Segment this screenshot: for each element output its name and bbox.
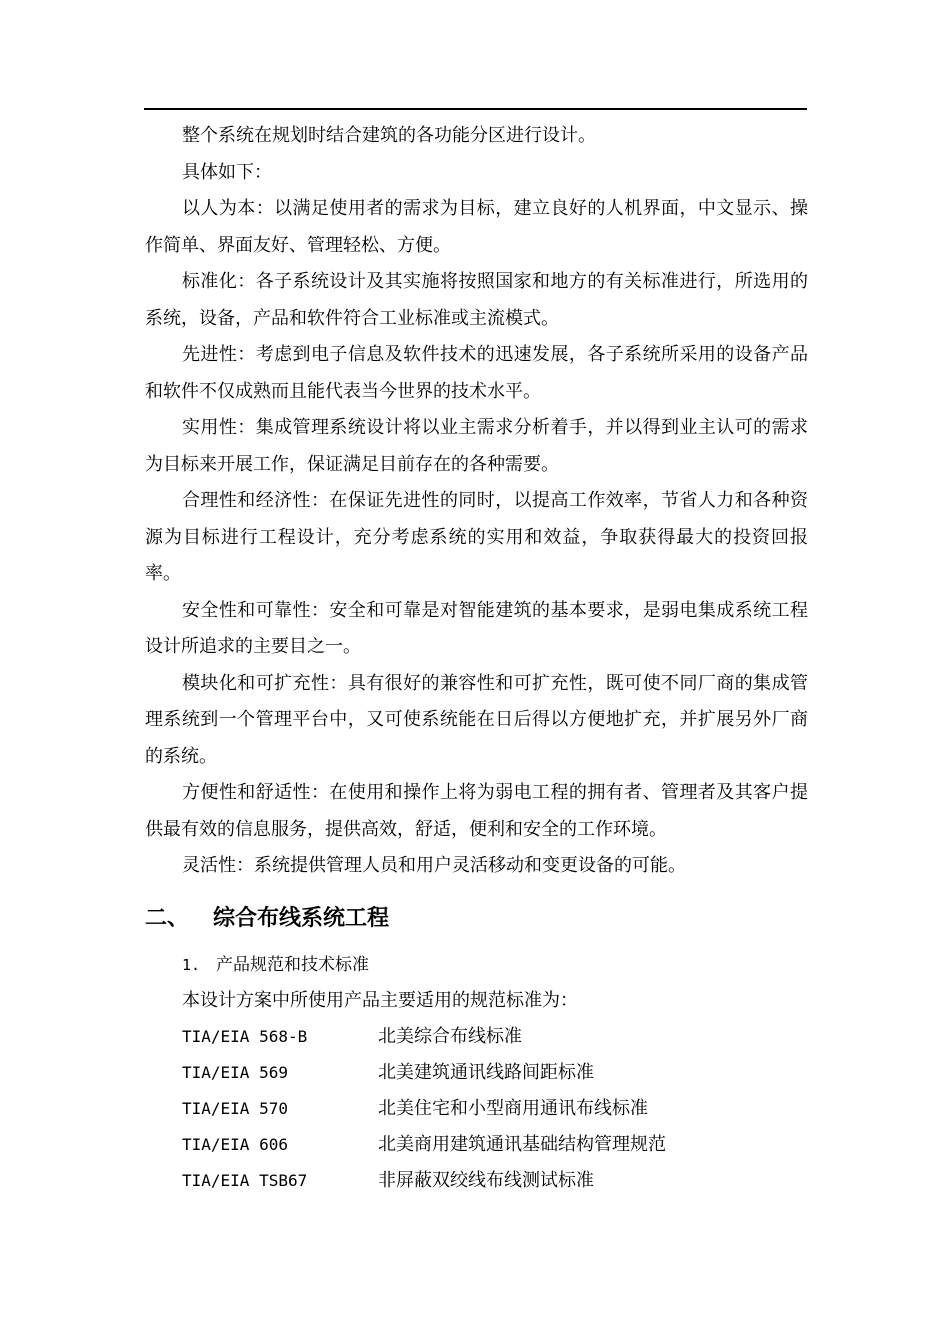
paragraph: 安全性和可靠性：安全和可靠是对智能建筑的基本要求，是弱电集成系统工程设计所追求的主要目之一。 — [145, 599, 808, 657]
subsection-title: 产品规范和技术标准 — [216, 954, 369, 975]
standard-row — [182, 1127, 808, 1163]
standard-code: TIA/EIA 569 — [182, 1063, 288, 1082]
header-rule — [144, 108, 807, 110]
standard-description: 北美住宅和小型商用通讯布线标准 — [378, 1098, 648, 1119]
standard-row — [182, 1163, 808, 1199]
paragraph: 灵活性：系统提供管理人员和用户灵活移动和变更设备的可能。 — [182, 855, 686, 876]
paragraph: 实用性：集成管理系统设计将以业主需求分析着手，并以得到业主认可的需求为目标来开展工作，保证满足目前存在的各种需要。 — [145, 417, 808, 475]
section-title: 综合布线系统工程 — [213, 905, 390, 931]
standard-description: 北美商用建筑通讯基础结构管理规范 — [378, 1134, 666, 1155]
standard-row — [182, 1055, 808, 1091]
standard-code: TIA/EIA 568-B — [182, 1027, 308, 1046]
standard-code: TIA/EIA 570 — [182, 1099, 288, 1118]
standard-row — [182, 1091, 808, 1127]
paragraph: 具体如下： — [182, 161, 272, 183]
section-number: 二、 — [145, 905, 190, 931]
paragraph: 先进性：考虑到电子信息及软件技术的迅速发展，各子系统所采用的设备产品和软件不仅成熟而且能代表当今世界的技术水平。 — [145, 344, 808, 402]
standard-code: TIA/EIA TSB67 — [182, 1171, 308, 1190]
standard-description: 非屏蔽双绞线布线测试标准 — [378, 1170, 594, 1191]
standard-code: TIA/EIA 606 — [182, 1135, 288, 1154]
standards-intro: 本设计方案中所使用产品主要适用的规范标准为： — [182, 989, 578, 1011]
section-heading — [145, 903, 808, 935]
paragraph: 方便性和舒适性：在使用和操作上将为弱电工程的拥有者、管理者及其客户提供最有效的信息服务，提供高效，舒适，便利和安全的工作环境。 — [145, 782, 808, 840]
subsection-heading — [182, 947, 808, 983]
document-body — [145, 118, 808, 1199]
subsection-number: 1. — [182, 955, 201, 974]
paragraph: 整个系统在规划时结合建筑的各功能分区进行设计。 — [182, 125, 596, 146]
paragraph: 模块化和可扩充性：具有很好的兼容性和可扩充性，既可使不同厂商的集成管理系统到一个管理平台中，又可使系统能在日后得以方便地扩充，并扩展另外厂商的系统。 — [145, 672, 808, 767]
standards-list — [145, 1019, 808, 1199]
paragraph: 以人为本：以满足使用者的需求为目标，建立良好的人机界面，中文显示、操作简单、界面友好、管理轻松、方便。 — [145, 198, 808, 256]
paragraph: 标准化：各子系统设计及其实施将按照国家和地方的有关标准进行，所选用的系统，设备，产品和软件符合工业标准或主流模式。 — [145, 271, 808, 329]
standard-description: 北美建筑通讯线路间距标准 — [378, 1062, 594, 1083]
standard-description: 北美综合布线标准 — [378, 1026, 522, 1047]
standard-row — [182, 1019, 808, 1055]
paragraph: 合理性和经济性：在保证先进性的同时，以提高工作效率，节省人力和各种资源为目标进行工程设计，充分考虑系统的实用和效益，争取获得最大的投资回报率。 — [145, 490, 808, 584]
